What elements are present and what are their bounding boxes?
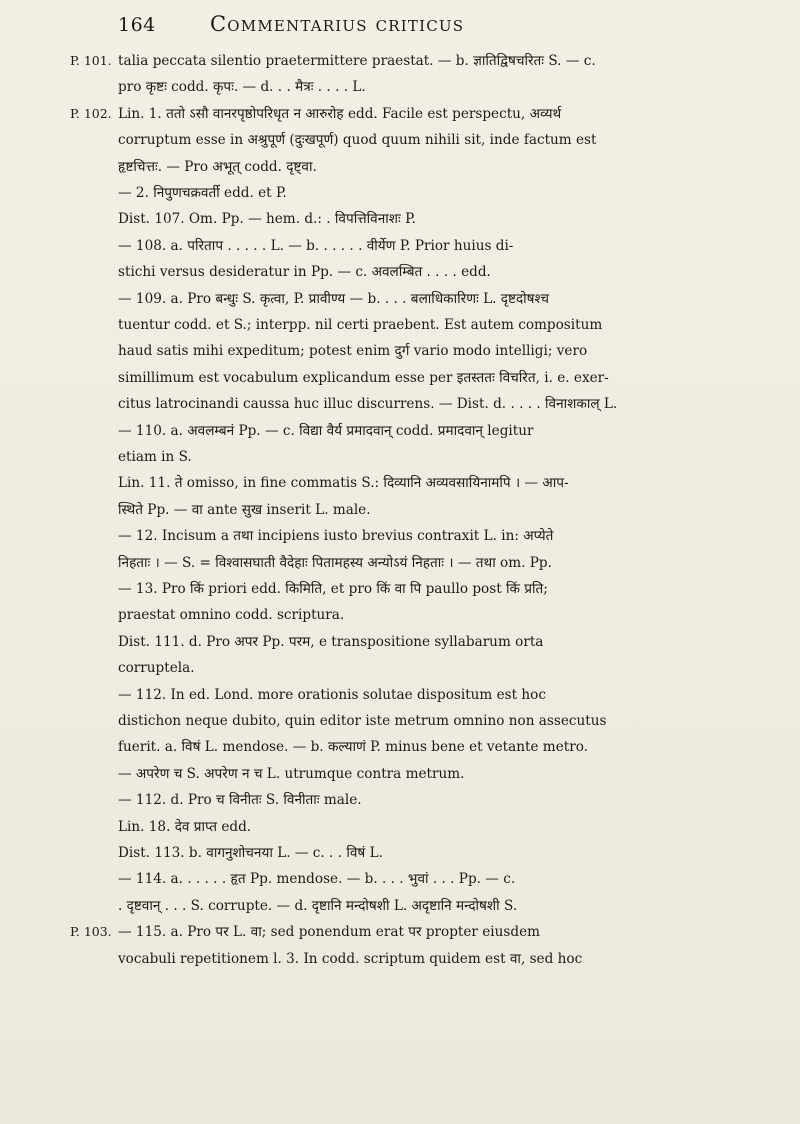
text-line: — 108. a. परिताप . . . . . L. — b. . . . . . वीर्येण P. Prior huius di- [118, 237, 514, 254]
page-header [118, 12, 718, 42]
page-reference: P. 102. [70, 105, 112, 121]
text-line: — 2. निपुणचक्रवर्ती edd. et P. [118, 185, 287, 201]
text-line: . दृष्टवान् . . . S. corrupte. — d. दृष्टानि मन्दोषशी L. अदृष्टानि मन्दोषशी S. [118, 897, 518, 914]
text-line: — अपरेण च S. अपरेण न च L. utrumque contra metrum. [118, 765, 465, 782]
text-line: Lin. 1. ततो ऽसौ वानरपृष्ठोपरिधृत न आरुरोह edd. Facile est perspectu, अव्यर्थ [118, 105, 562, 122]
text-line: stichi versus desideratur in Pp. — c. अवलम्बित . . . . edd. [118, 264, 491, 281]
page-reference: P. 101. [70, 53, 112, 68]
text-line: talia peccata silentio praetermittere praestat. — b. ज्ञातिद्विषचरितः S. — c. [118, 53, 596, 69]
text-line: — 110. a. अवलम्बनं Pp. — c. विद्या वैर्य प्रमादवान् codd. प्रमादवान् legitur [118, 422, 534, 439]
text-line: — 115. a. Pro पर L. वा; sed ponendum erat पर propter eiusdem [118, 924, 541, 941]
text-line: simillimum est vocabulum explicandum esse per इतस्ततः विचरित, i. e. exer- [118, 369, 609, 386]
text-line: निहताः । — S. = विश्वासघाती वैदेहाः पितामहस्य अन्योऽयं निहताः । — तथा om. Pp. [118, 554, 552, 571]
text-line: citus latrocinandi caussa huc illuc discurrens. — Dist. d. . . . . विनाशकाल् L. [118, 396, 618, 413]
text-line: — 12. Incisum a तथा incipiens iusto brevius contraxit L. in: अप्येते [118, 528, 554, 545]
text-line: distichon neque dubito, quin editor iste metrum omnino non assecutus [118, 713, 607, 729]
page-number: 164 [118, 14, 156, 36]
text-line: Dist. 113. b. वागनुशोचनया L. — c. . . विषं L. [118, 845, 383, 861]
text-line: हृष्टचित्तः. — Pro अभूत् codd. दृष्ट्वा. [118, 158, 317, 175]
text-line: — 112. d. Pro च विनीतः S. विनीताः male. [118, 792, 362, 809]
text-line: fuerit. a. विषं L. mendose. — b. कल्याणं P. minus bene et vetante metro. [118, 739, 588, 756]
text-line: — 112. In ed. Lond. more orationis solutae dispositum est hoc [118, 686, 546, 703]
text-line: tuentur codd. et S.; interpp. nil certi praebent. Est autem compositum [118, 317, 603, 333]
text-line: — 109. a. Pro बन्धुः S. कृत्वा, P. प्रावीण्य — b. . . . बलाधिकारिणः L. दृष्टदोषश्च [118, 290, 549, 307]
text-line: — 114. a. . . . . . हृत Pp. mendose. — b. . . . भुवां . . . Pp. — c. [118, 871, 516, 888]
text-line: praestat omnino codd. scriptura. [118, 607, 345, 624]
text-line: — 13. Pro किं priori edd. किमिति, et pro किं वा पि paullo post किं प्रति; [118, 581, 548, 597]
text-line: Dist. 111. d. Pro अपर Pp. परम, e transpositione syllabarum orta [118, 633, 544, 650]
running-title: Commentarius criticus [210, 12, 465, 36]
text-line: Lin. 11. ते omisso, in fine commatis S.: दिव्यानि अव्यवसायिनामपि । — आप- [118, 475, 569, 492]
text-line: corruptum esse in अश्रुपूर्ण (दुःखपूर्ण) quod quum nihili sit, inde factum est [118, 132, 597, 149]
text-line: haud satis mihi expeditum; potest enim दुर्ग vario modo intelligi; vero [118, 343, 588, 360]
text-line: corruptela. [118, 660, 195, 677]
text-line: pro कृष्टः codd. कृपः. — d. . . मैत्रः . . . . L. [118, 79, 366, 96]
page-reference: P. 103. [70, 924, 112, 940]
text-line: vocabuli repetitionem l. 3. In codd. scriptum quidem est वा, sed hoc [118, 950, 583, 967]
text-line: स्थिते Pp. — वा ante सुख inserit L. male. [118, 501, 371, 518]
text-line: Dist. 107. Om. Pp. — hem. d.: . विपत्तिविनाशः P. [118, 211, 416, 228]
text-line: Lin. 18. देव प्राप्त edd. [118, 818, 252, 835]
text-line: etiam in S. [118, 449, 192, 465]
